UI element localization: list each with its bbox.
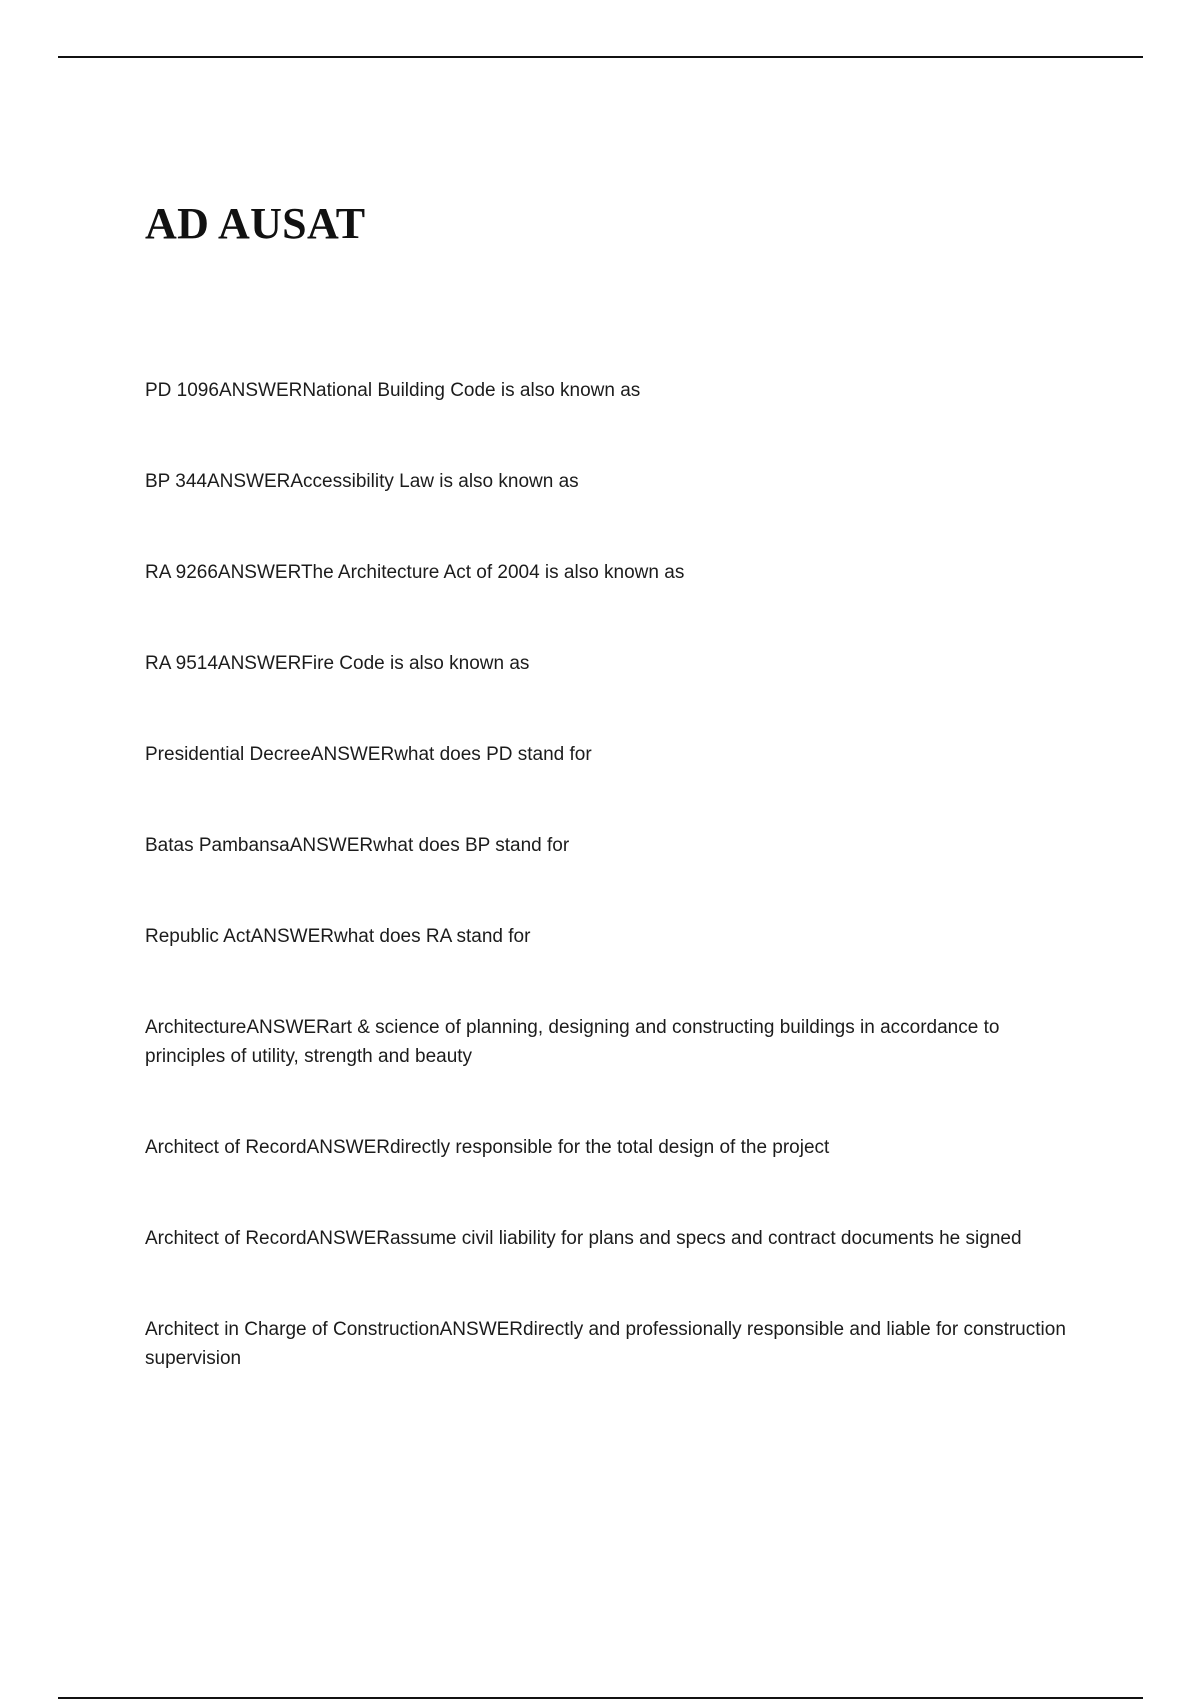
qa-entry: PD 1096ANSWERNational Building Code is also known as (145, 380, 641, 401)
qa-entry: BP 344ANSWERAccessibility Law is also known as (145, 471, 579, 492)
top-rule (58, 56, 1143, 58)
qa-entry: Architect of RecordANSWERdirectly responsible for the total design of the project (145, 1137, 830, 1158)
qa-entry: Batas PambansaANSWERwhat does BP stand for (145, 835, 570, 856)
qa-entry: Architect in Charge of ConstructionANSWERdirectly and professionally responsible and liable for construction supervision (145, 1319, 1066, 1369)
qa-entry: Architect of RecordANSWERassume civil liability for plans and specs and contract documents he signed (145, 1228, 1022, 1249)
document-title: AD AUSAT (145, 199, 366, 248)
bottom-rule (58, 1697, 1143, 1699)
qa-entry: Presidential DecreeANSWERwhat does PD stand for (145, 744, 592, 765)
qa-entry: RA 9514ANSWERFire Code is also known as (145, 653, 530, 674)
qa-entry: Republic ActANSWERwhat does RA stand for (145, 926, 531, 947)
qa-entry: RA 9266ANSWERThe Architecture Act of 2004 is also known as (145, 562, 685, 583)
qa-list (145, 376, 1075, 1435)
qa-entry: ArchitectureANSWERart & science of planning, designing and constructing buildings in accordance to principles of utility, strength and beauty (145, 1017, 1000, 1067)
